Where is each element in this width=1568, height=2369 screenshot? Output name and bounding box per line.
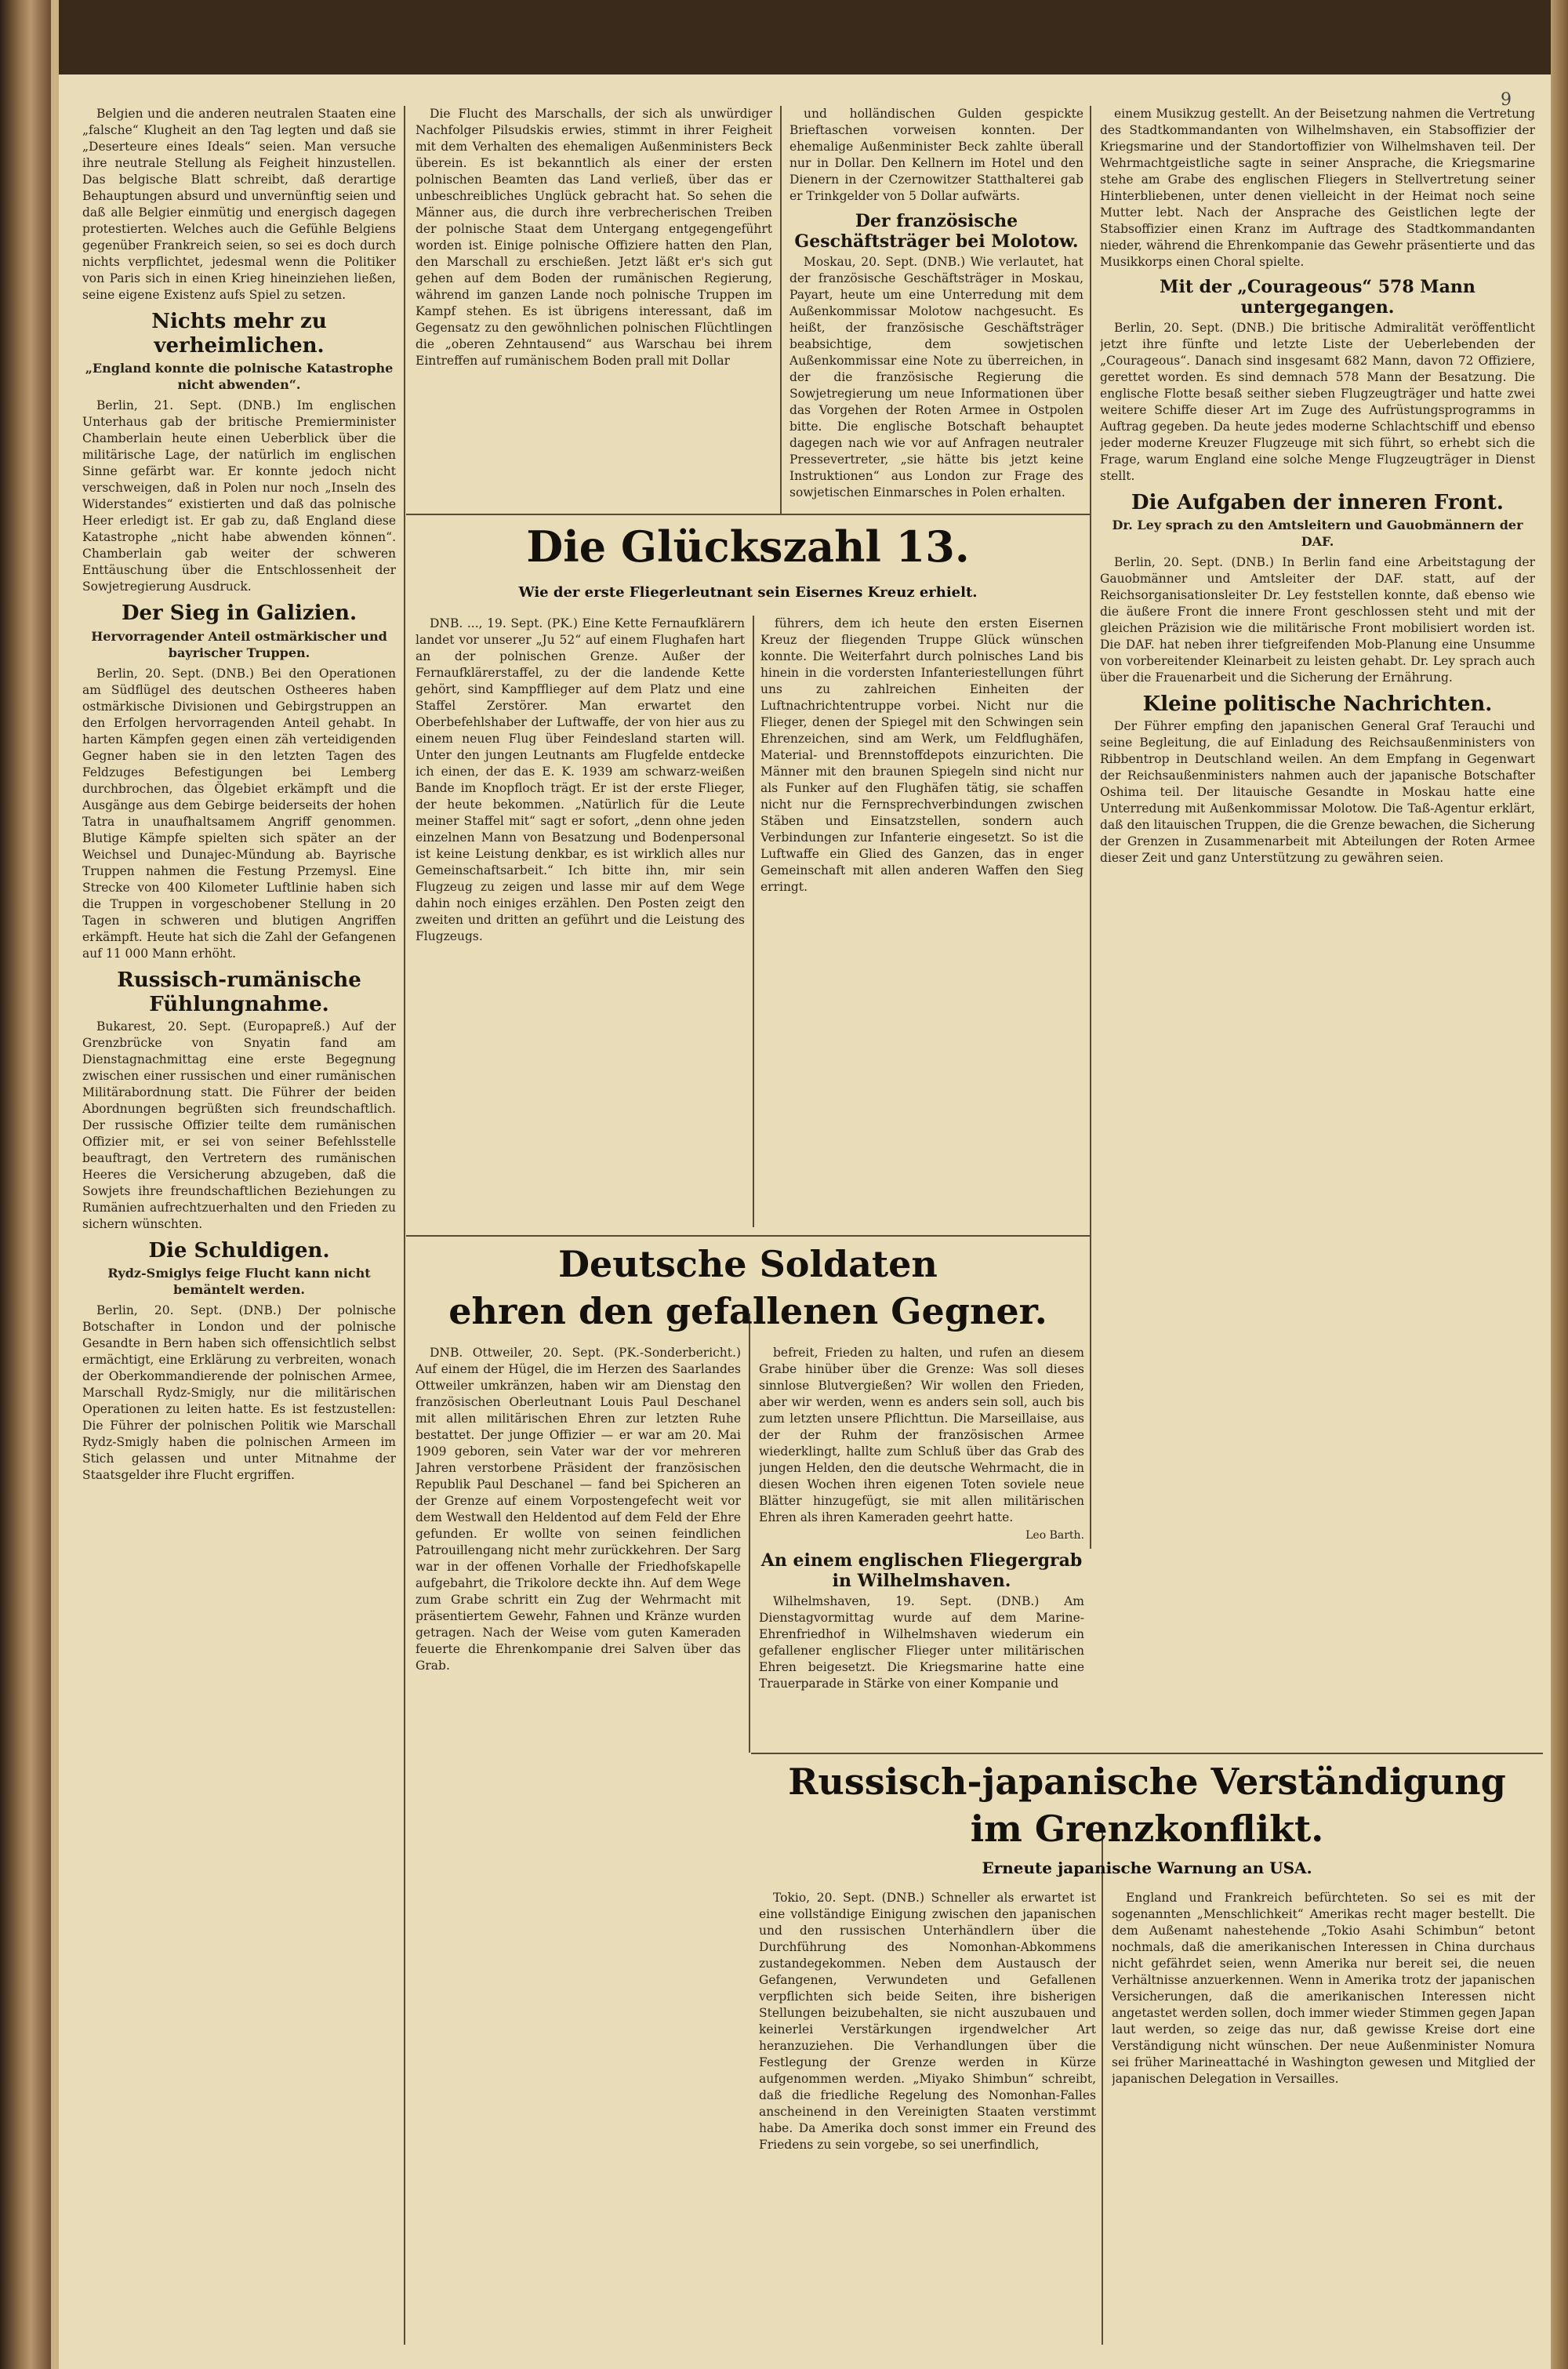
article-text: Moskau, 20. Sept. (DNB.) Wie verlautet, hat der französische Geschäftsträger in Moskau, Payart, heute um eine Unterredung mit dem Außenkommissar Molotow nachgesucht. Es heißt, der französische Geschäftsträger beabsichtige, dem sowjetischen Außenkommissar eine Note zu überreichen, in der die französische Regierung die Sowjetregierung um neue Informationen über das Vorgehen der Roten Armee in Ostpolen bitte. Die englische Botschaft behauptet dagegen nach wie vor auf Anfragen neutraler Pressevertreter, „sie hätte bis jetzt keine Instruktionen“ aus London zur Frage des sowjetischen Einmarsches in Polen erhalten. <box>789 254 1083 500</box>
headline: An einem englischen Fliegergrab in Wilhelmshaven. <box>760 1550 1083 1592</box>
article-text: Berlin, 20. Sept. (DNB.) In Berlin fand eine Arbeitstagung der Gauobmänner und Amtsleiter der DAF. statt, auf der Reichsorganisationsleiter Dr. Ley feststellen konnte, daß ebenso wie die äußere Front die innere Front geschlossen steht und mit der gleichen Präzision wie die militärische Front mobilisiert worden ist. Die DAF. hat neben ihrer tiefgreifenden Mob-Planung eine Unsumme von vorbereitender Kleinarbeit zu leisten gehabt. Dr. Ley sprach auch über die Frauenarbeit und die Sicherung der Ernährung. <box>1100 554 1535 685</box>
page-number: 9 <box>1501 90 1512 110</box>
article-text: England und Frankreich befürchteten. So sei es mit der sogenannten „Menschlichkeit“ Amerikas recht mager bestellt. Die dem Außenamt nahestehende „Tokio Asahi Schimbun“ betont nochmals, daß die amerikanischen Interessen in China durchaus nicht gefährdet seien, wenn Amerika nur bereit sei, die neuen Verhältnisse anzuerkennen. Wenn in Amerika trotz der japanischen Versicherungen, daß die amerikanischen Interessen nicht angetastet werden sollen, doch immer wieder Stimmen gegen Japan laut werden, so zeige das nur, daß gewisse Kreise dort eine Verständigung nicht wünschen. Der neue Außenminister Nomura sei früher Marineattaché in Washington gewesen und Mitglied der japanischen Delegation in Versailles. <box>1112 1891 1535 2086</box>
section-rule <box>751 1753 1543 1754</box>
glueckszahl-subheadline: Wie der erste Fliegerleutnant sein Eisernes Kreuz erhielt. <box>518 584 978 601</box>
subheadline: „England konnte die polnische Katastrophe nicht abwenden“. <box>85 361 394 393</box>
article-text: einem Musikzug gestellt. An der Beisetzung nahmen die Vertretung des Stadtkommandanten von Wilhelmshaven, ein Stabsoffizier der Kriegsmarine und der Standortoffizier von Wilhelmshaven teil. Der Wehrmachtgeistliche sagte in seiner Ansprache, die Kriegsmarine stehe am Grabe des englischen Fliegers in Stellvertretung seiner Hinterbliebenen, unter denen vielleicht in der Heimat noch seine Mutter lebt. Nach der Ansprache des Geistlichen legte der Stabsoffizier einen Kranz im Auftrage des Stadtkommandanten nieder, während die Ehrenkompanie das Gewehr präsentierte und das Musikkorps einen Choral spielte. <box>1100 107 1535 269</box>
article-text: Die Flucht des Marschalls, der sich als unwürdiger Nachfolger Pilsudskis erwies, stimmt in ihrer Feigheit mit dem Verhalten des ehemaligen Außenministers Beck überein. Es ist bekanntlich als einer der ersten polnischen Beamten das Land verließ, über das er unbeschreibliches Unglück gebracht hat. So sehen die Männer aus, die durch ihre verbrecherischen Treiben der polnische Staat dem Untergang entgegengeführt worden ist. Einige polnische Offiziere hatten den Plan, den Marschall zu erschießen. Jetzt läßt er's sich gut gehen auf dem Boden der rumänischen Regierung, während im ganzen Lande noch polnische Truppen im Kampf stehen. Es ist übrigens interessant, daß im Gegensatz zu den gewöhnlichen polnischen Flüchtlingen die „oberen Zehntausend“ aus Warschau bei ihrem Eintreffen auf rumänischem Boden prall mit Dollar <box>416 107 772 368</box>
subheadline: Rydz-Smiglys feige Flucht kann nicht bemäntelt werden. <box>107 1266 371 1298</box>
section-rule <box>406 514 1090 515</box>
section-rule <box>406 1235 1090 1237</box>
article-text: Berlin, 20. Sept. (DNB.) Die britische Admiralität veröffentlicht jetzt ihre fünfte und letzte Liste der Ueberlebenden der „Courageous“. Danach sind insgesamt 682 Mann, davon 72 Offiziere, gerettet worden. Es sind demnach 578 Mann der Besatzung. Die englische Flotte besaß seither sieben Flugzeugträger und hatte zwei weitere Schiffe dieser Art im Zuge des Aufrüstungsprogramms in Auftrag gegeben. Da heute jedes moderne Schlachtschiff und ebenso jeder moderne Kreuzer Flugzeuge mit sich führt, so erhebt sich die Frage, warum England eine solche Menge Flugzeugträger in Dienst stellt. <box>1100 320 1535 483</box>
column-3 <box>789 106 1083 506</box>
headline: Die Aufgaben der inneren Front. <box>1131 490 1504 514</box>
headline: Der französische Geschäftsträger bei Molotow. <box>794 211 1079 253</box>
article-text: DNB. Ottweiler, 20. Sept. (PK.-Sonderbericht.) Auf einem der Hügel, die im Herzen des Saarlandes Ottweiler umkränzen, haben wir am Dienstag den französischen Oberleutnant Louis Paul Deschanel mit allen militärischen Ehren zur letzten Ruhe bestattet. Der junge Offizier — er war am 20. Mai 1909 geboren, sein Vater war der vor mehreren Jahren verstorbene Präsident der französischen Republik Paul Deschanel — fand bei Spicheren an der Grenze auf einem Vorpostengefecht weit vor dem Westwall den Heldentod auf dem Feld der Ehre gefunden. Er wollte von seinen feindlichen Patrouillengang nicht mehr zurückkehren. Der Sarg war in der offenen Vorhalle der Friedhofskapelle aufgebahrt, die Trikolore deckte ihn. Auf dem Wege zum Grabe schritt ein Zug der Wehrmacht mit präsentiertem Gewehr, Fahnen und Kränze wurden getragen. Nach der Weise vom guten Kameraden feuerte die Ehrenkompanie drei Salven über das Grab. <box>416 1346 741 1673</box>
russjap-headline-line1: Russisch-japanische Verständigung <box>788 1760 1506 1803</box>
article-text: Wilhelmshaven, 19. Sept. (DNB.) Am Dienstagvormittag wurde auf dem Marine-Ehrenfriedhof in Wilhelmshaven wiederum ein gefallener englischer Flieger unter militärischen Ehren beigesetzt. Die Kriegsmarine hatte eine Trauerparade in Stärke von einer Kompanie und <box>759 1593 1084 1691</box>
page-right-edge <box>1551 0 1568 2369</box>
soldaten-column-left <box>416 1345 741 2341</box>
headline: Die Schuldigen. <box>148 1238 330 1263</box>
column-rule <box>753 616 754 1227</box>
article-text: Berlin, 20. Sept. (DNB.) Der polnische Botschafter in London und der polnische Gesandte in Bern haben sich offensichtlich selbst ermächtigt, eine Erklärung zu verbreiten, wonach der Oberkommandierende der polnischen Armee, Marschall Rydz-Smigly, nur die militärischen Operationen zu leiten hatte. Es ist festzustellen: Die Führer der polnischen Politik wie Marschall Rydz-Smigly haben die polnischen Armeen im Stich gelassen und unter Mitnahme der Staatsgelder ihre Flucht ergriffen. <box>82 1303 396 1483</box>
column-rule <box>1090 106 1091 1549</box>
article-text: Der Führer empfing den japanischen General Graf Terauchi und seine Begleitung, die auf Einladung des Reichsaußenministers von Ribbentrop in Deutschland weilen. An dem Empfang in Gegenwart der Reichsaußenministers nahmen auch der japanische Botschafter Oshima teil. Der litauische Gesandte in Moskau hatte eine Unterredung mit Außenkommissar Molotow. Die Taß-Agentur erklärt, daß den litauischen Truppen, die die Grenze bewachen, die Sicherung der Grenzen in Zusammenarbeit mit Abteilungen der Roten Armee dieser Zeit und ganz Unterstützung zu gewähren seien. <box>1100 719 1535 866</box>
soldaten-column-right <box>759 1345 1084 1745</box>
russjap-column-left <box>759 1890 1096 2345</box>
soldaten-headline-line1: Deutsche Soldaten <box>558 1243 938 1285</box>
column-rule <box>404 106 405 2345</box>
headline: Kleine politische Nachrichten. <box>1142 692 1493 716</box>
soldaten-headline-line2: ehren den gefallenen Gegner. <box>448 1290 1047 1332</box>
column-1 <box>82 106 396 2341</box>
article-text: Berlin, 20. Sept. (DNB.) Bei den Operationen am Südflügel des deutschen Ostheeres haben ostmärkische Divisionen und Gebirgstruppen an den Erfolgen hervorragenden Anteil gehabt. In harten Kämpfen gegen einen zäh verteidigenden Gegner haben sie in den letzten Tagen des Feldzuges Befestigungen bei Lemberg durchbrochen, das Ölgebiet erkämpft und die Ausgänge aus dem Gebirge beiderseits der hohen Tatra in unaufhaltsamem Angriff genommen. Blutige Kämpfe spielten sich später an der Weichsel und Dunajec-Mündung ab. Bayrische Truppen nahmen die Festung Przemysl. Eine Strecke von 400 Kilometer Luftlinie haben sich die Truppen in vorgeschobener Stellung in 20 Tagen in schweren und blutigen Angriffen erkämpft. Heute hat sich die Zahl der Gefangenen auf 11 000 Mann erhöht. <box>82 666 396 961</box>
article-text: Bukarest, 20. Sept. (Europapreß.) Auf der Grenzbrücke von Snyatin fand am Dienstagnachmittag eine erste Begegnung zwischen einer russischen und einer rumänischen Militärabordnung statt. Die Führer der beiden Abordnungen begrüßten sich freundschaftlich. Der russische Offizier teilte dem rumänischen Offizier mit, er sei von seiner Befehlsstelle beauftragt, den Vertretern des rumänischen Heeres die Versicherung abzugeben, daß die Sowjets ihre freundschaftlichen Beziehungen zu Rumänien aufrechtzuerhalten und den Frieden zu sichern wünschten. <box>82 1019 396 1231</box>
article-text: Berlin, 21. Sept. (DNB.) Im englischen Unterhaus gab der britische Premierminister Chamberlain heute einen Ueberblick über die militärische Lage, der natürlich im englischen Sinne gefärbt war. Er konnte jedoch nicht verschweigen, daß in Polen nur noch „Inseln des Widerstandes“ existierten und daß das polnische Heer erledigt ist. Er gab zu, daß England diese Katastrophe „nicht habe abwenden können“. Chamberlain gab weiter der schweren Enttäuschung über die Entschlossenheit der Sowjetregierung Ausdruck. <box>82 398 396 594</box>
russjap-subheadline: Erneute japanische Warnung an USA. <box>982 1859 1312 1877</box>
russjap-headline-line2: im Grenzkonflikt. <box>970 1808 1324 1850</box>
previous-page-edge <box>51 0 59 2369</box>
glueckszahl-column-right <box>760 616 1083 1227</box>
article-text: und holländischen Gulden gespickte Brieftaschen vorweisen konnten. Der ehemalige Außenminister Beck zahlte überall nur in Dollar. Den Kellnern im Hotel und den Dienern in der Czernowitzer Statthalterei gab er Trinkgelder von 5 Dollar aufwärts. <box>789 107 1083 203</box>
headline: Nichts mehr zu verheimlichen. <box>151 310 327 358</box>
column-rule <box>1102 1827 1103 2345</box>
byline: Leo Barth. <box>1025 1529 1084 1542</box>
headline: Der Sieg in Galizien. <box>121 601 358 626</box>
column-2 <box>416 106 772 506</box>
article-text: Tokio, 20. Sept. (DNB.) Schneller als erwartet ist eine vollständige Einigung zwischen den japanischen und den russischen Unterhändlern über die Durchführung des Nomonhan-Abkommens zustandegekommen. Neben dem Austausch der Gefangenen, Verwundeten und Gefallenen verpflichten sich beide Seiten, ihre bisherigen Stellungen beizubehalten, sie nicht auszubauen und keinerlei Verstärkungen irgendwelcher Art heranzuziehen. Die Verhandlungen über die Festlegung der Grenze werden in Kürze aufgenommen werden. „Miyako Shimbun“ schreibt, daß die friedliche Regelung des Nomonhan-Falles anscheinend in den Vereinigten Staaten verstimmt habe. Da Amerika doch sonst immer ein Freund des Friedens zu sein vorgebe, so sei unerfindlich, <box>759 1891 1096 2152</box>
subheadline: Dr. Ley sprach zu den Amtsleitern und Gauobmännern der DAF. <box>1112 517 1523 549</box>
column-4 <box>1100 106 1535 1745</box>
headline: Russisch-rumänische Fühlungnahme. <box>117 968 361 1016</box>
column-rule <box>780 106 782 514</box>
column-rule <box>749 1313 750 1753</box>
glueckszahl-column-left <box>416 616 745 1227</box>
article-text: Belgien und die anderen neutralen Staaten eine „falsche“ Klugheit an den Tag legten und daß sie „Deserteure eines Ideals“ seien. Man versuche ihre neutrale Stellung als Feigheit hinzustellen. Das belgische Blatt schreibt, daß derartige Behauptungen absurd und unvernünftig seien und daß alle Belgier einmütig und energisch dagegen protestierten. Welches auch die Gefühle Belgiens gegenüber Frankreich seien, so sei es doch durch nichts verpflichtet, jedesmal wenn die Politiker von Paris sich in einen Krieg hineinziehen ließen, seine eigene Existenz aufs Spiel zu setzen. <box>82 107 396 302</box>
glueckszahl-headline: Die Glückszahl 13. <box>526 521 970 572</box>
article-text: befreit, Frieden zu halten, und rufen an diesem Grabe hinüber über die Grenze: Was soll dieses sinnlose Blutvergießen? Wir wollen den Frieden, aber wir werden, wenn es anders sein soll, auch bis zum letzten unsere Pflichttun. Die Marseillaise, aus der der Ruhm der französischen Armee wiederklingt, hallte zum Schluß über das Grab des jungen Helden, den die deutsche Wehrmacht, die in diesen Wochen ihren eigenen Toten soviele neue Blätter hinzugefügt, sie mit allen militärischen Ehren als ihren Kameraden geehrt hatte. <box>759 1346 1084 1524</box>
article-text: führers, dem ich heute den ersten Eisernen Kreuz der fliegenden Truppe Glück wünschen konnte. Die Weiterfahrt durch polnisches Land bis hinein in die vordersten Infanteriestellungen führt uns zu zahlreichen Einheiten der Luftnachrichtentruppe vorbei. Nicht nur die Flieger, denen der Spiegel mit den Schwingen sein Ehrenzeichen, sind am Werk, um Feldflughäfen, Material- und Brennstoffdepots einzurichten. Die Männer mit den braunen Spiegeln sind nicht nur als Funker auf den Flughäfen tätig, sie schaffen nicht nur die Fernsprechverbindungen zwischen Stäben und Einsatzstellen, sondern auch Verbindungen zur Infanterie eingesetzt. So ist die Luftwaffe ein Glied des Ganzen, das in enger Gemeinschaft mit allen anderen Waffen den Sieg erringt. <box>760 616 1083 894</box>
newspaper-page <box>59 74 1551 2369</box>
russjap-column-right <box>1112 1890 1535 2345</box>
subheadline: Hervorragender Anteil ostmärkischer und bayrischer Truppen. <box>91 628 387 660</box>
headline: Mit der „Courageous“ 578 Mann untergegangen. <box>1160 277 1475 318</box>
book-binding <box>0 0 51 2369</box>
article-text: DNB. ..., 19. Sept. (PK.) Eine Kette Fernaufklärern landet vor unserer „Ju 52“ auf einem Flughafen hart an der polnischen Grenze. Außer der Fernaufklärerstaffel, zu der die landende Kette gehört, sind Kampfflieger auf dem Platz und eine Staffel Zerstörer. Man erwartet den Oberbefehlshaber der Luftwaffe, der von hier aus zu einem neuen Flug über Feindesland starten will. Unter den jungen Leutnants am Flugfelde entdecke ich einen, der das E. K. 1939 am schwarz-weißen Bande im Knopfloch trägt. Er ist der erste Flieger, der heute bekommen. „Natürlich für die Leute meiner Staffel mit“ sagt er sofort, „denn ohne jeden einzelnen Mann von Besatzung und Bodenpersonal ist keine Leistung denkbar, es ist wirklich alles nur Gemeinschaftsarbeit.“ Ich bitte ihn, mir sein Flugzeug zu zeigen und lasse mir auf dem Wege dahin noch einiges erzählen. Den Posten zeigt den zweiten und dritten an geführt und die Leistung des Flugzeugs. <box>416 616 745 943</box>
